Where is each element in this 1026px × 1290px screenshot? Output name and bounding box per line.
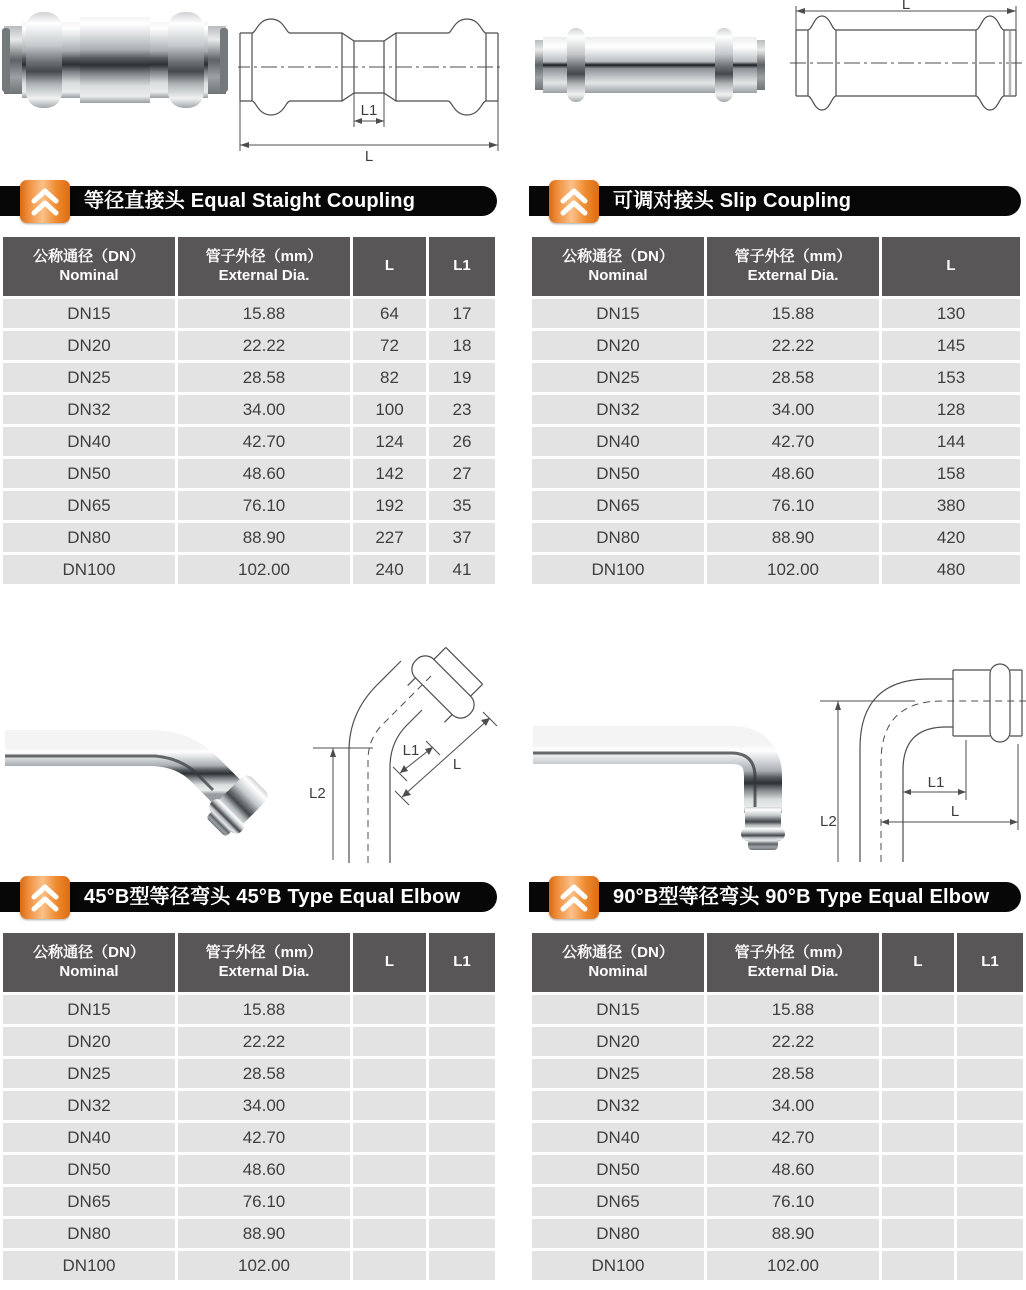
table-cell: 420 bbox=[882, 523, 1020, 552]
table-row bbox=[3, 1251, 495, 1280]
table-row bbox=[532, 363, 1020, 392]
table-row bbox=[3, 363, 495, 392]
table-cell: 18 bbox=[429, 331, 495, 360]
table-cell: DN40 bbox=[3, 1123, 175, 1152]
col-header-l1: L1 bbox=[429, 237, 495, 296]
table-cell: 34.00 bbox=[707, 395, 879, 424]
table-row bbox=[3, 523, 495, 552]
table-cell bbox=[429, 995, 495, 1024]
table-cell bbox=[429, 1187, 495, 1216]
equal-coupling-table bbox=[0, 234, 498, 587]
col-header-l: L bbox=[882, 933, 954, 992]
table-cell: 64 bbox=[353, 299, 426, 328]
table-cell: DN15 bbox=[3, 995, 175, 1024]
table-cell: DN80 bbox=[532, 1219, 704, 1248]
col-header-en: Nominal bbox=[59, 266, 119, 284]
equal-coupling-photo bbox=[0, 10, 230, 110]
table-cell: DN25 bbox=[532, 1059, 704, 1088]
table-cell bbox=[353, 1155, 426, 1184]
table-cell bbox=[957, 1091, 1023, 1120]
table-row bbox=[3, 299, 495, 328]
table-row bbox=[532, 299, 1020, 328]
table-row bbox=[3, 995, 495, 1024]
slip-coupling-drawing bbox=[790, 0, 1024, 116]
double-chevron-up-icon bbox=[549, 876, 599, 919]
col-header-nominal bbox=[3, 237, 175, 296]
table-row bbox=[532, 1251, 1023, 1280]
table-cell: DN20 bbox=[532, 1027, 704, 1056]
table-cell: DN50 bbox=[532, 1155, 704, 1184]
table-cell: DN20 bbox=[3, 331, 175, 360]
table-cell: DN80 bbox=[3, 1219, 175, 1248]
table-cell: DN65 bbox=[3, 1187, 175, 1216]
section-title: 可调对接头 Slip Coupling bbox=[613, 190, 852, 212]
col-header-en: Nominal bbox=[59, 962, 119, 980]
table-cell: 15.88 bbox=[707, 299, 879, 328]
table-cell: 88.90 bbox=[178, 523, 350, 552]
table-cell bbox=[957, 1187, 1023, 1216]
table-cell bbox=[429, 1091, 495, 1120]
col-header-l: L bbox=[882, 237, 1020, 296]
table-row bbox=[3, 1219, 495, 1248]
table-cell bbox=[882, 995, 954, 1024]
elbow-45-photo bbox=[5, 718, 295, 838]
table-cell: 72 bbox=[353, 331, 426, 360]
table-cell: 34.00 bbox=[178, 1091, 350, 1120]
table-cell: 22.22 bbox=[178, 331, 350, 360]
section-title: 90°B型等径弯头 90°B Type Equal Elbow bbox=[613, 886, 990, 908]
table-cell: DN50 bbox=[3, 1155, 175, 1184]
table-cell: 35 bbox=[429, 491, 495, 520]
col-header-l1: L1 bbox=[957, 933, 1023, 992]
section-header-slip-coupling bbox=[529, 186, 1021, 216]
table-row bbox=[3, 427, 495, 456]
table-row bbox=[532, 555, 1020, 584]
table-row bbox=[532, 395, 1020, 424]
table-cell bbox=[429, 1219, 495, 1248]
table-cell: 240 bbox=[353, 555, 426, 584]
table-cell bbox=[957, 1059, 1023, 1088]
dim-label-l: L bbox=[901, 0, 911, 13]
table-cell bbox=[429, 1155, 495, 1184]
section-header-elbow-90 bbox=[529, 882, 1021, 912]
table-cell: DN15 bbox=[532, 995, 704, 1024]
table-row bbox=[532, 1027, 1023, 1056]
table-header-row bbox=[3, 237, 495, 296]
slip-coupling-table bbox=[529, 234, 1023, 587]
table-row bbox=[532, 1059, 1023, 1088]
dim-label-l: L bbox=[452, 756, 462, 773]
table-cell: 76.10 bbox=[178, 1187, 350, 1216]
table-row bbox=[532, 995, 1023, 1024]
section-title: 等径直接头 Equal Staight Coupling bbox=[84, 190, 416, 212]
table-cell bbox=[882, 1091, 954, 1120]
col-header-zh: 管子外径（mm） bbox=[205, 247, 323, 265]
double-chevron-up-icon bbox=[549, 180, 599, 223]
table-row bbox=[3, 1187, 495, 1216]
dim-label-l: L bbox=[364, 148, 374, 163]
table-cell bbox=[353, 1059, 426, 1088]
table-cell: DN15 bbox=[532, 299, 704, 328]
elbow-90-photo bbox=[533, 715, 813, 855]
table-cell bbox=[882, 1251, 954, 1280]
table-cell bbox=[353, 1123, 426, 1152]
table-row bbox=[532, 1123, 1023, 1152]
table-cell bbox=[957, 1027, 1023, 1056]
table-cell: 41 bbox=[429, 555, 495, 584]
col-header-en: Nominal bbox=[588, 962, 648, 980]
table-cell bbox=[957, 1155, 1023, 1184]
table-row bbox=[532, 1219, 1023, 1248]
table-cell: 82 bbox=[353, 363, 426, 392]
col-header-en: External Dia. bbox=[747, 266, 839, 284]
table-cell bbox=[882, 1155, 954, 1184]
dim-label-l: L bbox=[950, 803, 960, 820]
table-cell bbox=[957, 1123, 1023, 1152]
table-cell: DN65 bbox=[532, 1187, 704, 1216]
table-cell: 28.58 bbox=[707, 363, 879, 392]
table-cell: 76.10 bbox=[707, 491, 879, 520]
table-cell: DN25 bbox=[3, 363, 175, 392]
table-cell: DN20 bbox=[532, 331, 704, 360]
col-header-l1: L1 bbox=[429, 933, 495, 992]
table-cell: 76.10 bbox=[707, 1187, 879, 1216]
table-cell: 42.70 bbox=[178, 1123, 350, 1152]
table-cell bbox=[882, 1059, 954, 1088]
table-cell: DN50 bbox=[532, 459, 704, 488]
table-header-row bbox=[532, 933, 1023, 992]
col-header-zh: 管子外径（mm） bbox=[205, 943, 323, 961]
elbow-90-table bbox=[529, 930, 1026, 1283]
table-cell: DN32 bbox=[3, 1091, 175, 1120]
dim-label-l2: L2 bbox=[820, 813, 837, 830]
table-cell bbox=[429, 1123, 495, 1152]
table-cell bbox=[353, 1091, 426, 1120]
col-header-zh: 管子外径（mm） bbox=[734, 247, 852, 265]
table-cell: 26 bbox=[429, 427, 495, 456]
col-header-zh: 管子外径（mm） bbox=[734, 943, 852, 961]
table-cell: 158 bbox=[882, 459, 1020, 488]
table-cell: 17 bbox=[429, 299, 495, 328]
table-cell: DN65 bbox=[532, 491, 704, 520]
table-cell bbox=[957, 1219, 1023, 1248]
table-cell: DN20 bbox=[3, 1027, 175, 1056]
table-cell: 48.60 bbox=[707, 459, 879, 488]
table-cell bbox=[957, 995, 1023, 1024]
table-cell: 34.00 bbox=[707, 1091, 879, 1120]
table-header-row bbox=[3, 933, 495, 992]
dim-label-l1: L1 bbox=[927, 774, 945, 791]
table-cell: 28.58 bbox=[707, 1059, 879, 1088]
table-cell bbox=[353, 1187, 426, 1216]
table-cell: 19 bbox=[429, 363, 495, 392]
table-cell: DN40 bbox=[3, 427, 175, 456]
col-header-nominal bbox=[3, 933, 175, 992]
table-cell: 142 bbox=[353, 459, 426, 488]
table-cell: 15.88 bbox=[178, 299, 350, 328]
double-chevron-up-icon bbox=[20, 876, 70, 919]
col-header-zh: 公称通径（DN） bbox=[562, 247, 674, 265]
col-header-en: External Dia. bbox=[218, 266, 310, 284]
table-cell: 48.60 bbox=[178, 1155, 350, 1184]
table-cell: 37 bbox=[429, 523, 495, 552]
dim-label-l1: L1 bbox=[402, 742, 420, 759]
table-cell: 102.00 bbox=[178, 555, 350, 584]
section-header-equal-coupling bbox=[0, 186, 497, 216]
table-cell: 27 bbox=[429, 459, 495, 488]
table-cell: 76.10 bbox=[178, 491, 350, 520]
table-cell bbox=[353, 1219, 426, 1248]
double-chevron-up-icon bbox=[20, 180, 70, 223]
table-cell: 34.00 bbox=[178, 395, 350, 424]
table-cell bbox=[429, 1027, 495, 1056]
col-header-l: L bbox=[353, 933, 426, 992]
table-cell: DN40 bbox=[532, 427, 704, 456]
table-cell: 42.70 bbox=[707, 427, 879, 456]
table-cell bbox=[353, 1251, 426, 1280]
table-cell: 88.90 bbox=[178, 1219, 350, 1248]
table-cell: 192 bbox=[353, 491, 426, 520]
col-header-l: L bbox=[353, 237, 426, 296]
table-cell: 145 bbox=[882, 331, 1020, 360]
table-cell: DN65 bbox=[3, 491, 175, 520]
col-header-external-dia bbox=[707, 933, 879, 992]
table-row bbox=[3, 1155, 495, 1184]
col-header-external-dia bbox=[707, 237, 879, 296]
col-header-zh: 公称通径（DN） bbox=[33, 943, 145, 961]
chevron-badge bbox=[549, 876, 599, 919]
section-header-elbow-45 bbox=[0, 882, 497, 912]
table-row bbox=[3, 459, 495, 488]
chevron-badge bbox=[549, 180, 599, 223]
table-row bbox=[3, 1059, 495, 1088]
table-cell: 23 bbox=[429, 395, 495, 424]
table-cell: 124 bbox=[353, 427, 426, 456]
table-cell: 28.58 bbox=[178, 1059, 350, 1088]
table-cell: 380 bbox=[882, 491, 1020, 520]
table-row bbox=[532, 1155, 1023, 1184]
table-cell: DN32 bbox=[532, 1091, 704, 1120]
table-cell: DN25 bbox=[532, 363, 704, 392]
col-header-en: Nominal bbox=[588, 266, 648, 284]
table-cell: DN40 bbox=[532, 1123, 704, 1152]
table-row bbox=[532, 491, 1020, 520]
slip-coupling-photo bbox=[533, 22, 767, 108]
table-cell: 48.60 bbox=[707, 1155, 879, 1184]
table-cell: 102.00 bbox=[707, 1251, 879, 1280]
table-cell: 128 bbox=[882, 395, 1020, 424]
table-cell: 28.58 bbox=[178, 363, 350, 392]
table-cell bbox=[882, 1123, 954, 1152]
chevron-badge bbox=[20, 180, 70, 223]
table-cell: 42.70 bbox=[707, 1123, 879, 1152]
col-header-nominal bbox=[532, 933, 704, 992]
table-cell: 88.90 bbox=[707, 1219, 879, 1248]
table-cell: 88.90 bbox=[707, 523, 879, 552]
table-row bbox=[3, 1123, 495, 1152]
table-cell: DN80 bbox=[532, 523, 704, 552]
table-cell: DN25 bbox=[3, 1059, 175, 1088]
table-row bbox=[3, 491, 495, 520]
table-cell: DN100 bbox=[532, 555, 704, 584]
table-cell bbox=[882, 1027, 954, 1056]
equal-coupling-drawing bbox=[238, 5, 500, 163]
table-cell bbox=[882, 1187, 954, 1216]
table-cell bbox=[353, 1027, 426, 1056]
table-row bbox=[3, 395, 495, 424]
table-cell: DN100 bbox=[3, 555, 175, 584]
table-cell: DN32 bbox=[3, 395, 175, 424]
dim-label-l1: L1 bbox=[360, 102, 378, 119]
table-cell: DN100 bbox=[532, 1251, 704, 1280]
table-cell: 227 bbox=[353, 523, 426, 552]
table-cell: 102.00 bbox=[707, 555, 879, 584]
table-cell: 22.22 bbox=[707, 331, 879, 360]
col-header-external-dia bbox=[178, 237, 350, 296]
table-cell: 42.70 bbox=[178, 427, 350, 456]
dim-label-l2: L2 bbox=[309, 785, 326, 802]
col-header-en: External Dia. bbox=[747, 962, 839, 980]
table-cell: 144 bbox=[882, 427, 1020, 456]
table-cell bbox=[429, 1059, 495, 1088]
table-row bbox=[3, 331, 495, 360]
table-cell: 48.60 bbox=[178, 459, 350, 488]
table-row bbox=[3, 555, 495, 584]
table-row bbox=[532, 331, 1020, 360]
elbow-45-table bbox=[0, 930, 498, 1283]
col-header-nominal bbox=[532, 237, 704, 296]
table-cell: DN50 bbox=[3, 459, 175, 488]
table-cell bbox=[882, 1219, 954, 1248]
table-row bbox=[532, 523, 1020, 552]
chevron-badge bbox=[20, 876, 70, 919]
col-header-zh: 公称通径（DN） bbox=[33, 247, 145, 265]
table-row bbox=[532, 427, 1020, 456]
table-cell: 22.22 bbox=[707, 1027, 879, 1056]
col-header-external-dia bbox=[178, 933, 350, 992]
table-row bbox=[3, 1091, 495, 1120]
elbow-45-drawing bbox=[305, 645, 505, 873]
table-cell bbox=[353, 995, 426, 1024]
table-cell: 100 bbox=[353, 395, 426, 424]
table-row bbox=[532, 1091, 1023, 1120]
table-cell: DN32 bbox=[532, 395, 704, 424]
table-cell: 102.00 bbox=[178, 1251, 350, 1280]
table-row bbox=[532, 1187, 1023, 1216]
section-title: 45°B型等径弯头 45°B Type Equal Elbow bbox=[84, 886, 461, 908]
table-cell: 480 bbox=[882, 555, 1020, 584]
table-row bbox=[3, 1027, 495, 1056]
table-cell: 15.88 bbox=[178, 995, 350, 1024]
table-cell bbox=[429, 1251, 495, 1280]
table-cell: 22.22 bbox=[178, 1027, 350, 1056]
elbow-90-drawing bbox=[818, 640, 1026, 872]
table-header-row bbox=[532, 237, 1020, 296]
table-cell: 130 bbox=[882, 299, 1020, 328]
table-cell: 153 bbox=[882, 363, 1020, 392]
table-cell: DN15 bbox=[3, 299, 175, 328]
table-cell: 15.88 bbox=[707, 995, 879, 1024]
table-cell: DN100 bbox=[3, 1251, 175, 1280]
col-header-zh: 公称通径（DN） bbox=[562, 943, 674, 961]
table-cell: DN80 bbox=[3, 523, 175, 552]
table-row bbox=[532, 459, 1020, 488]
table-cell bbox=[957, 1251, 1023, 1280]
col-header-en: External Dia. bbox=[218, 962, 310, 980]
